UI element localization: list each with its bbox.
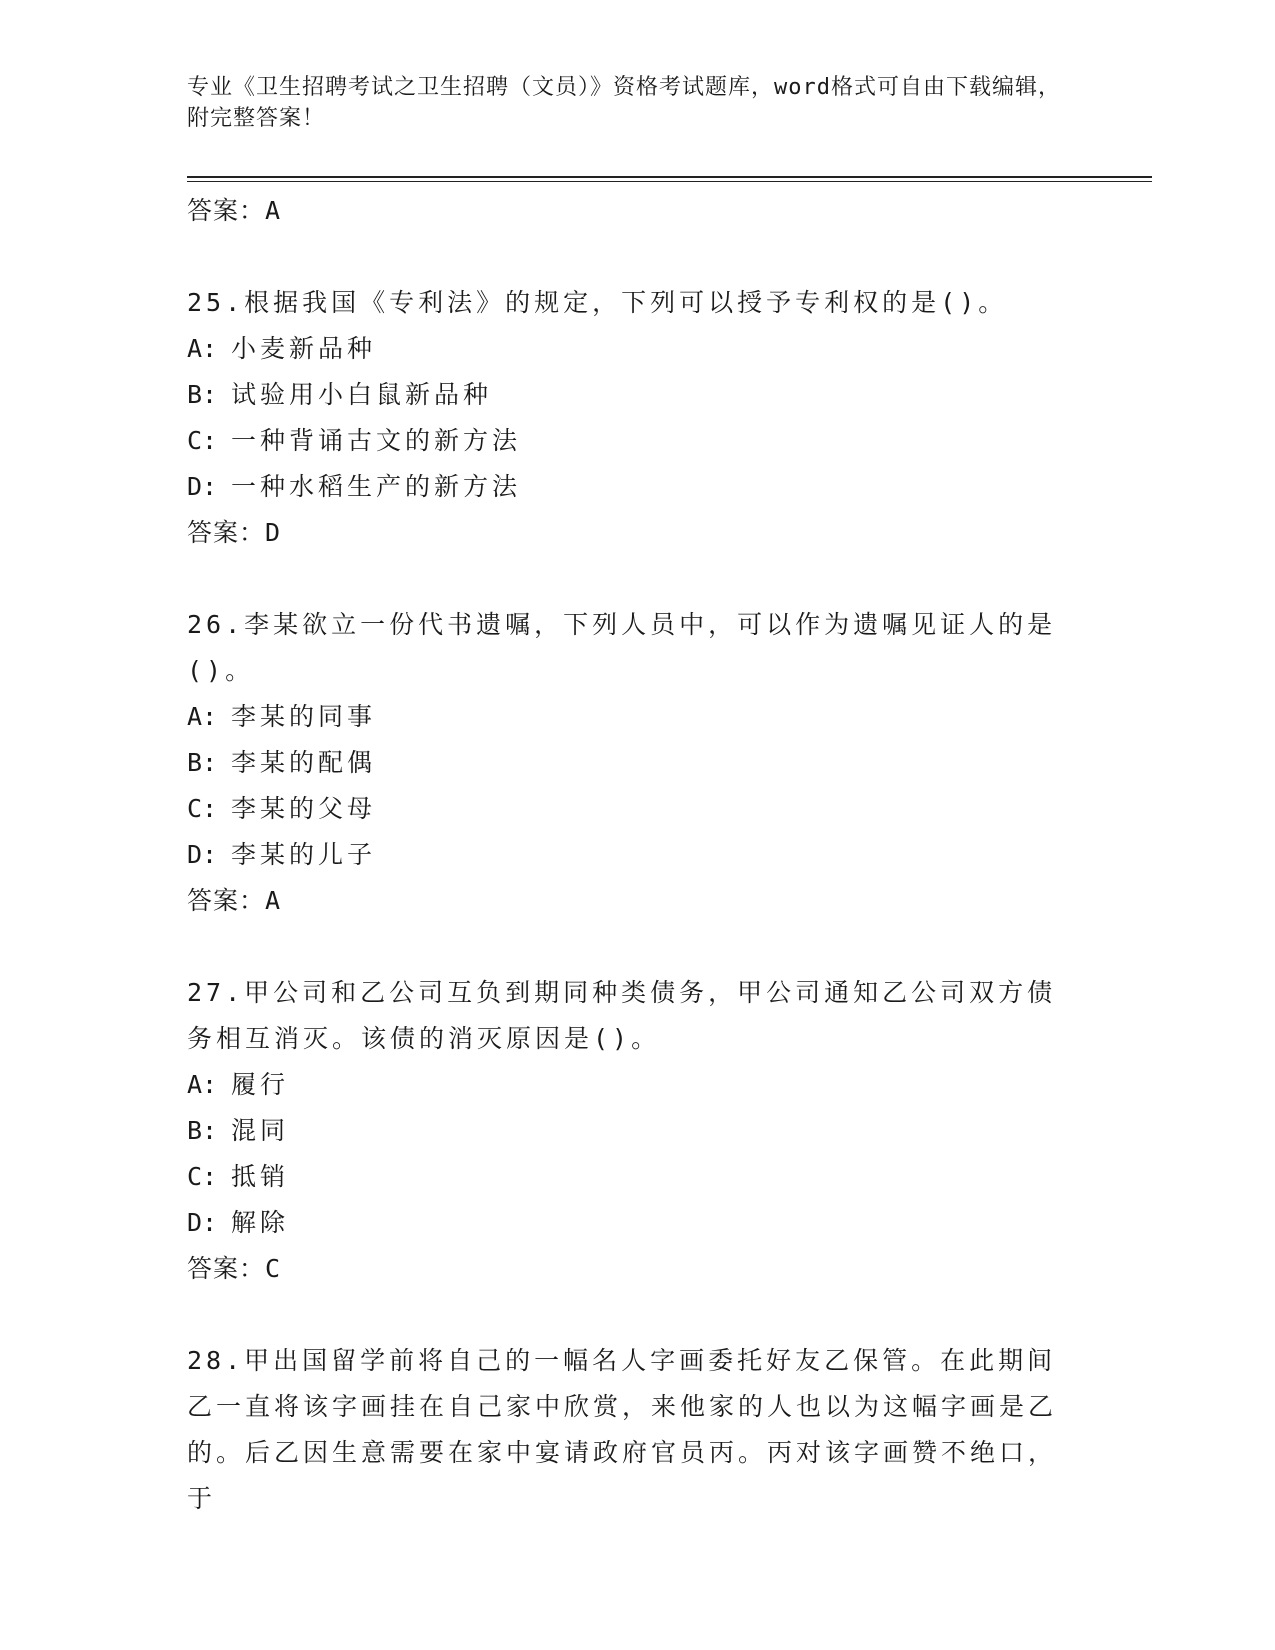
option-text: 试验用小白鼠新品种 xyxy=(231,380,493,409)
header-divider xyxy=(187,176,1152,178)
answer-label: 答案： xyxy=(187,886,266,915)
option-letter: A: xyxy=(187,1070,218,1099)
option-letter: A: xyxy=(187,702,218,731)
answer-label: 答案： xyxy=(187,518,266,547)
option-c xyxy=(187,418,1087,464)
header-divider-thin xyxy=(187,181,1152,182)
document-header: 专业《卫生招聘考试之卫生招聘（文员）》资格考试题库，word格式可自由下载编辑，附完整答案！ xyxy=(187,75,1061,131)
option-letter: B: xyxy=(187,1116,218,1145)
option-c xyxy=(187,1154,1087,1200)
option-letter: D: xyxy=(187,1208,218,1237)
answer-value: D xyxy=(265,518,282,547)
option-text: 履行 xyxy=(231,1070,290,1099)
option-d xyxy=(187,832,1087,878)
option-letter: C: xyxy=(187,794,218,823)
answer-value: C xyxy=(265,1254,282,1283)
option-b xyxy=(187,1108,1087,1154)
option-a xyxy=(187,1062,1087,1108)
option-text: 解除 xyxy=(231,1208,290,1237)
answer-line xyxy=(187,878,1087,924)
option-text: 混同 xyxy=(231,1116,290,1145)
answer-label: 答案： xyxy=(187,1254,266,1283)
option-a xyxy=(187,326,1087,372)
option-letter: C: xyxy=(187,426,218,455)
option-d xyxy=(187,1200,1087,1246)
option-text: 李某的父母 xyxy=(231,794,377,823)
option-text: 一种背诵古文的新方法 xyxy=(231,426,522,455)
answer-value: A xyxy=(265,196,282,225)
question-27: 27.甲公司和乙公司互负到期同种类债务，甲公司通知乙公司双方债务相互消灭。该债的消灭原因是()。 xyxy=(187,978,1057,1053)
answer-line xyxy=(187,510,1087,556)
option-text: 一种水稻生产的新方法 xyxy=(231,472,522,501)
answer-label: 答案： xyxy=(187,196,266,225)
option-text: 李某的儿子 xyxy=(231,840,377,869)
option-text: 小麦新品种 xyxy=(231,334,377,363)
option-a xyxy=(187,694,1087,740)
option-b xyxy=(187,740,1087,786)
option-text: 李某的同事 xyxy=(231,702,377,731)
option-text: 抵销 xyxy=(231,1162,290,1191)
option-d xyxy=(187,464,1087,510)
question-28: 28.甲出国留学前将自己的一幅名人字画委托好友乙保管。在此期间乙一直将该字画挂在自己家中欣赏，来他家的人也以为这幅字画是乙的。后乙因生意需要在家中宴请政府官员丙。丙对该字画赞不绝口，于 xyxy=(187,1346,1058,1513)
answer-value: A xyxy=(265,886,282,915)
option-letter: D: xyxy=(187,472,218,501)
option-letter: D: xyxy=(187,840,218,869)
option-letter: C: xyxy=(187,1162,218,1191)
option-b xyxy=(187,372,1087,418)
option-letter: B: xyxy=(187,380,218,409)
option-c xyxy=(187,786,1087,832)
option-letter: B: xyxy=(187,748,218,777)
option-letter: A: xyxy=(187,334,218,363)
document-body xyxy=(187,188,1087,1522)
question-25: 25.根据我国《专利法》的规定，下列可以授予专利权的是()。 xyxy=(187,288,1008,317)
answer-line xyxy=(187,1246,1087,1292)
answer-line xyxy=(187,188,1087,234)
option-text: 李某的配偶 xyxy=(231,748,377,777)
question-26: 26.李某欲立一份代书遗嘱，下列人员中，可以作为遗嘱见证人的是()。 xyxy=(187,610,1057,685)
